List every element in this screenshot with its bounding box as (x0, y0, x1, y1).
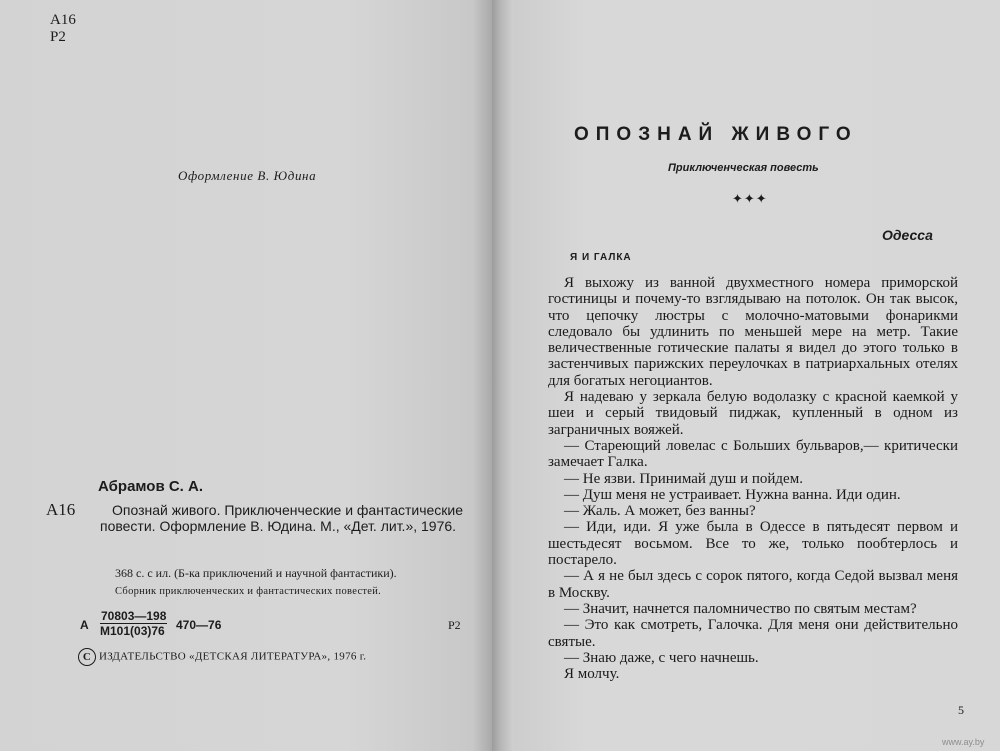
left-page (0, 0, 492, 751)
paragraph: — Жаль. А может, без ванны? (564, 503, 756, 520)
place-name: Одесса (882, 227, 933, 243)
copyright (78, 648, 366, 666)
signature-line: Р2 (50, 29, 66, 45)
watermark: www.ay.by (942, 737, 985, 747)
paragraph: — Знаю даже, с чего начнешь. (564, 649, 759, 666)
paragraph: Я надеваю у зеркала белую водолазку с красной каемкой у шеи и серый твидовый пиджак, купленный в одном из заграничных вояжей. (548, 389, 958, 438)
paragraph: — Это как смотреть, Галочка. Для меня они действительно святые. (548, 617, 958, 650)
index-fraction (100, 609, 167, 638)
design-credit: Оформление В. Юдина (178, 168, 317, 183)
page-number: 5 (958, 703, 964, 717)
author-name: Абрамов С. А. (98, 478, 204, 495)
signature-block (50, 12, 76, 46)
bib-note: Сборник приключенческих и фантастических повестей. (115, 586, 382, 597)
story-text (548, 275, 958, 682)
index-numerator: 70803—198 (101, 609, 167, 623)
copyright-text: ИЗДАТЕЛЬСТВО «ДЕТСКАЯ ЛИТЕРАТУРА», 1976 г. (99, 650, 367, 663)
paragraph: — Стареющий ловелас с Больших бульваров,— критически замечает Галка. (548, 437, 958, 471)
subtitle: Приключенческая повесть (668, 162, 819, 174)
book-gutter (492, 0, 514, 751)
index-letter: А (80, 618, 89, 632)
index-right: Р2 (448, 618, 461, 632)
paragraph: — Значит, начнется паломничество по святым местам? (564, 600, 917, 617)
bib-description: Опознай живого. Приключенческие и фантастические повести. Оформление В. Юдина. М., «Дет. лит.», 1976. (100, 502, 464, 534)
paragraph: Я выхожу из ванной двухместного номера приморской гостиницы и почему-то взглядываю на потолок. Он так высок, что цепочку люстры с молочно-матовыми фонарикми следовало бы удлинить по меньшей мере на метр. Такие величественные готические палаты я видел до этого только в застенчивых парижских переулочках в патриархальных отелях для богатых негоциантов. (548, 275, 958, 389)
ornament-icon: ✦✦✦ (732, 191, 768, 206)
bib-pages: 368 с. с ил. (Б-ка приключений и научной фантастики). (115, 566, 397, 580)
chapter-title: Я И ГАЛКА (570, 252, 632, 263)
paragraph: — А я не был здесь с сорок пятого, когда Седой вызвал меня в Москву. (548, 568, 958, 601)
index-suffix: 470—76 (176, 618, 222, 632)
paragraph: — Душ меня не устраивает. Нужна ванна. Иди один. (564, 486, 901, 503)
paragraph: Я молчу. (564, 666, 620, 683)
index-block (80, 609, 472, 641)
bib-code: А16 (46, 500, 76, 519)
paragraph: — Иди, иди. Я уже была в Одессе в пятьдесят первом и шестьдесят восьмом. Все то же, только пообтерлось и постарело. (548, 519, 958, 569)
index-denominator: М101(03)76 (100, 624, 165, 638)
paragraph: — Не язви. Принимай душ и пойдем. (564, 470, 803, 487)
book-title: ОПОЗНАЙ ЖИВОГО (574, 124, 858, 145)
signature-line: А16 (50, 12, 76, 28)
right-page (514, 0, 1000, 751)
copyright-icon: С (78, 648, 96, 666)
